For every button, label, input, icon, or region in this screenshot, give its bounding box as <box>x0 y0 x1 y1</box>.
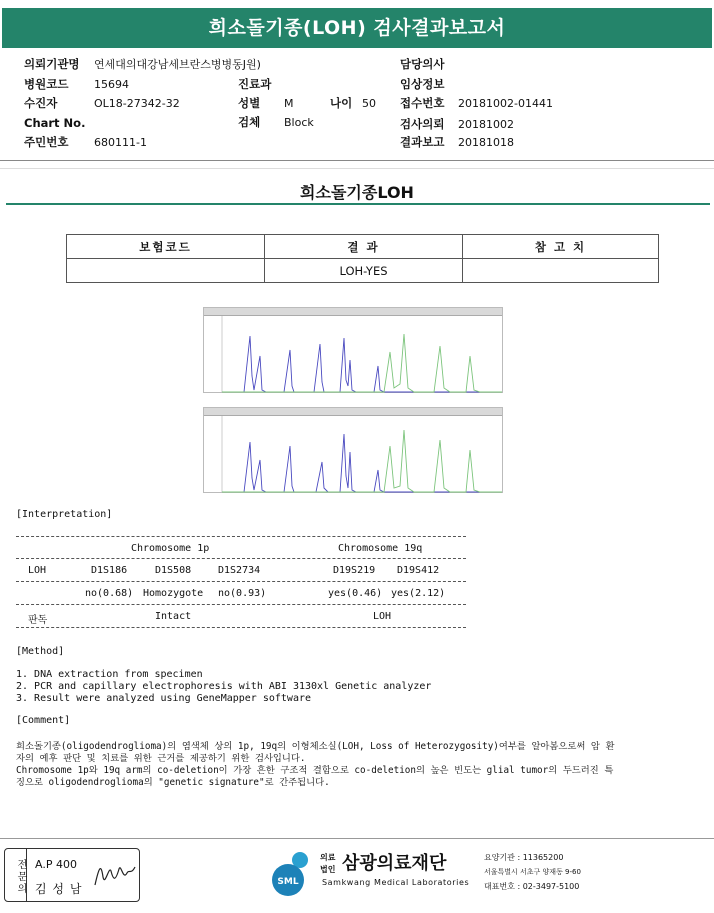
phone: 대표번호 : 02-3497-5100 <box>484 882 580 891</box>
comment-line: 자의 예후 판단 및 치료를 위한 근거를 제공하기 위한 검사입니다. <box>16 753 306 764</box>
chromosome-1p-label: Chromosome 1p <box>131 543 210 554</box>
report-label: 결과보고 <box>400 135 445 149</box>
method-item: 2. PCR and capillary electrophoresis with ABI 3130xl Genetic analyzer <box>16 681 432 692</box>
marker-d1s508: D1S508 <box>155 565 192 576</box>
request-value: 20181002 <box>458 118 514 131</box>
result-table <box>66 234 659 283</box>
rule <box>16 536 466 537</box>
chromosome-19q-label: Chromosome 19q <box>338 543 423 554</box>
value-d1s508: Homozygote <box>143 588 204 599</box>
sex-value: M <box>284 97 294 110</box>
cell-insurance-code <box>67 259 265 283</box>
address: 서울특별시 서초구 양재동 9-60 <box>484 868 581 876</box>
comment-line: Chromosome 1p와 19q arm의 co-deletion이 가장 흔한 구조적 결함으로 co-deletion의 높은 빈도는 glial tumor의 두드러진 특 <box>16 765 614 776</box>
marker-d19s412: D19S412 <box>397 565 440 576</box>
specialist-label: 전문의 <box>5 849 27 901</box>
value-d1s186: no(0.68) <box>85 588 134 599</box>
specimen-label: 검체 <box>238 115 261 129</box>
org-name: 삼광의료재단 <box>342 853 447 874</box>
header-divider <box>0 160 714 161</box>
rrn-label: 주민번호 <box>24 135 69 149</box>
graph-toolbar <box>204 408 502 416</box>
sex-label: 성별 <box>238 96 261 110</box>
code-label: 병원코드 <box>24 77 69 91</box>
registration-number: 요양기관 : 11365200 <box>484 853 564 862</box>
patient-label: 수진자 <box>24 96 58 110</box>
ap-number: A.P 400 <box>35 858 77 871</box>
marker-d19s219: D19S219 <box>333 565 376 576</box>
electropherogram-2 <box>203 407 503 493</box>
judgement-19q: LOH <box>373 611 392 622</box>
sml-logo-icon <box>270 850 314 898</box>
report-value: 20181018 <box>458 136 514 149</box>
header-divider-light <box>0 168 714 169</box>
section-title: 희소돌기종LOH <box>300 183 414 202</box>
footer-divider <box>0 838 714 839</box>
method-heading: [Method] <box>16 646 65 657</box>
org-type-2: 법인 <box>320 865 336 874</box>
section-underline <box>6 203 710 205</box>
judgement-1p: Intact <box>155 611 192 622</box>
interpretation-heading: [Interpretation] <box>16 509 113 520</box>
marker-d1s186: D1S186 <box>91 565 128 576</box>
electropherogram-1 <box>203 307 503 393</box>
electropherogram-1-plot <box>204 316 502 394</box>
comment-line: 징으로 oligodendroglioma의 "genetic signature"로 간주됩니다. <box>16 777 330 788</box>
org-english: Samkwang Medical Laboratories <box>322 878 470 887</box>
method-item: 1. DNA extraction from specimen <box>16 669 203 680</box>
hospital-value: 연세대의대강남세브란스병병동J원) <box>94 58 261 71</box>
receipt-value: 20181002-01441 <box>458 97 553 110</box>
col-insurance-code: 보험코드 <box>67 235 265 259</box>
col-result: 결 과 <box>265 235 463 259</box>
cell-result: LOH-YES <box>265 259 463 283</box>
cell-reference <box>463 259 659 283</box>
doctor-label: 담당의사 <box>400 57 445 71</box>
rrn-value: 680111-1 <box>94 136 147 149</box>
specialist-name: 김 성 남 <box>35 882 83 896</box>
clinical-label: 임상정보 <box>400 77 445 91</box>
comment-line: 희소돌기종(oligodendroglioma)의 염색체 상의 1p, 19q의 이형체소실(LOH, Loss of Heterozygosity)여부를 알아봄으로써 암 환 <box>16 741 615 752</box>
value-d1s2734: no(0.93) <box>218 588 267 599</box>
value-d19s412: yes(2.12) <box>391 588 446 599</box>
sml-logo-text: SML <box>277 877 299 887</box>
age-label: 나이 <box>330 96 353 110</box>
signature-icon <box>91 857 137 891</box>
rule <box>16 558 466 559</box>
org-type <box>320 852 335 876</box>
code-value: 15694 <box>94 78 129 91</box>
value-d19s219: yes(0.46) <box>328 588 383 599</box>
method-item: 3. Result were analyzed using GeneMapper software <box>16 693 312 704</box>
rule <box>16 604 466 605</box>
rule <box>16 627 466 628</box>
specimen-value: Block <box>284 116 314 129</box>
rule <box>16 581 466 582</box>
chart-label: Chart No. <box>24 116 86 130</box>
patient-value: OL18-27342-32 <box>94 97 180 110</box>
graph-toolbar <box>204 308 502 316</box>
col-reference: 참 고 치 <box>463 235 659 259</box>
hospital-label: 의뢰기관명 <box>24 57 80 71</box>
receipt-label: 접수번호 <box>400 96 445 110</box>
loh-label: LOH <box>28 565 47 576</box>
specialist-signature-box <box>4 848 140 902</box>
request-label: 검사의뢰 <box>400 117 445 131</box>
judgement-label: 판독 <box>28 615 48 626</box>
report-title: 희소돌기종(LOH) 검사결과보고서 <box>2 8 712 48</box>
comment-heading: [Comment] <box>16 715 71 726</box>
dept-label: 진료과 <box>238 77 272 91</box>
electropherogram-2-plot <box>204 416 502 494</box>
age-value: 50 <box>362 97 376 110</box>
lab-logo <box>270 848 710 902</box>
marker-d1s2734: D1S2734 <box>218 565 261 576</box>
org-type-1: 의료 <box>320 853 336 862</box>
